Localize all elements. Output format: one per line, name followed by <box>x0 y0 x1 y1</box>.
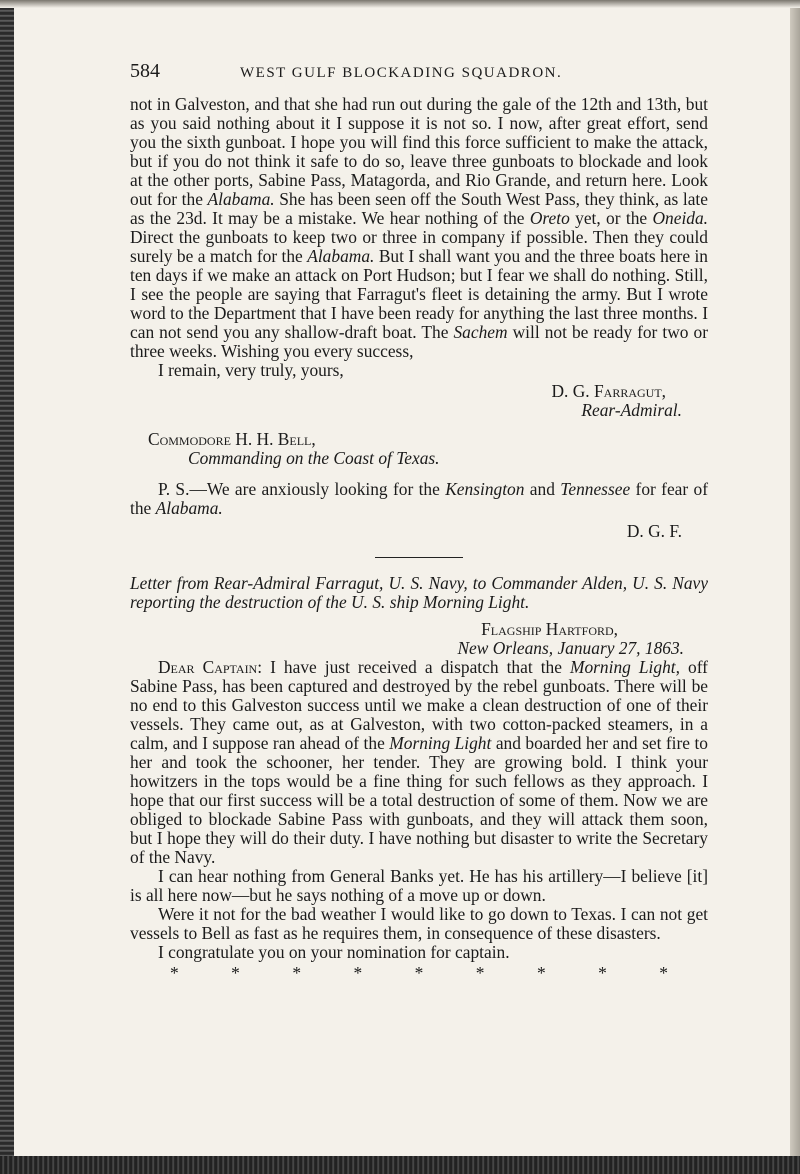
star: * <box>231 963 240 983</box>
ship-name: Morning Light <box>389 733 492 753</box>
letter-date: New Orleans, January 27, 1863. <box>457 638 684 658</box>
text-run: P. S.—We are anxiously looking for the <box>158 479 440 499</box>
signature-name: D. G. Farragut, <box>551 381 666 401</box>
page-number: 584 <box>130 60 160 82</box>
letter2-paragraph-1 <box>130 658 708 867</box>
star: * <box>353 963 363 983</box>
addressee-name: Commodore H. H. Bell, <box>148 429 316 449</box>
document-page <box>130 62 708 983</box>
star: * <box>292 963 302 983</box>
star: * <box>598 963 607 983</box>
text-run: I have just received a dispatch that the <box>270 657 562 677</box>
signature-title: Rear-Admiral. <box>581 400 682 420</box>
addressee-role: Commanding on the Coast of Texas. <box>188 448 440 468</box>
ship-name: Alabama. <box>207 189 275 209</box>
star: * <box>170 963 179 983</box>
text-run: Direct the gunboats to keep two or three in company if possible. Then they could surely be a match for the <box>130 227 708 266</box>
text-run: will not be ready for two or three weeks. Wishing you every success, <box>130 322 708 361</box>
omission-stars <box>130 964 708 983</box>
addressee <box>130 430 708 468</box>
star: * <box>659 963 668 983</box>
scan-border-right <box>790 0 800 1174</box>
running-head: WEST GULF BLOCKADING SQUADRON. <box>240 65 563 81</box>
ship-name: Tennessee <box>560 479 631 499</box>
text-run: for fear of the <box>130 479 709 518</box>
salutation: Dear Captain: <box>158 657 263 677</box>
star: * <box>414 963 424 983</box>
postscript-initials: D. G. F. <box>626 521 682 541</box>
text-run: yet, or the <box>575 208 648 228</box>
scan-border-top <box>0 0 800 8</box>
text-run: not in Galveston, and that she had run out during the gale of the 12th and 13th, but as you said nothing about it I suppose it is not so. I now, after great effort, send you the sixth gunboat. I hope you will find this force sufficient to make the attack, but if you do not think it safe to do so, leave three gunboats to blockade and look at the other ports, Sabine Pass, Matagorda, and Rio Grande, and return here. Look out for the <box>130 94 708 209</box>
page-header <box>130 62 708 83</box>
ship-name: Alabama. <box>155 498 223 518</box>
letter1-body <box>130 95 708 361</box>
text-run: and <box>529 479 555 499</box>
ship-name: Oneida. <box>652 208 709 228</box>
star: * <box>475 963 485 983</box>
ship-name: Morning Light, <box>569 657 680 677</box>
text-run: and boarded her and set fire to her and took the schooner, her tender. They are growing bold. I think your howitzers in the tops would be a fine thing for such fellows as they approach. I hope that our first success will be a total destruction of some of them. Now we are obliged to blockade Sabine Pass with gunboats, and they will attack them soon, but I hope they will do their duty. I have nothing but disaster to write the Secretary of the Navy. <box>130 733 708 867</box>
letter-location: Flagship Hartford, <box>481 619 618 639</box>
text-run: She has been seen off the South West Pass, they think, as late as the 23d. It may be a mistake. We hear nothing of the <box>130 189 708 228</box>
scan-border-bottom <box>0 1156 800 1174</box>
text-run: off Sabine Pass, has been captured and destroyed by the rebel gunboats. There will be no end to this Galveston success until we make a clean destruction of one of their vessels. They came out, as at Galveston, with two cotton-packed steamers, in a calm, and I suppose ran ahead of the <box>130 657 708 753</box>
postscript <box>130 480 708 518</box>
star: * <box>536 963 546 983</box>
ship-name: Sachem <box>453 322 508 342</box>
ship-name: Kensington <box>445 479 525 499</box>
ship-name: Oreto <box>529 208 570 228</box>
ship-name: Alabama. <box>307 246 375 266</box>
closing: I remain, very truly, yours, <box>158 360 344 380</box>
section-divider <box>375 557 463 558</box>
letter2-paragraph-2: I can hear nothing from General Banks yet. He has his artillery—I believe [it] is all here now—but he says nothing of a move up or down. <box>130 866 708 905</box>
scan-border-left <box>0 0 14 1174</box>
letter-title: Letter from Rear-Admiral Farragut, U. S. Navy, to Commander Alden, U. S. Navy reporting the destruction of the U. S. ship Morning Light. <box>130 573 708 612</box>
letter2-paragraph-3: Were it not for the bad weather I would like to go down to Texas. I can not get vessels to Bell as fast as he requires them, in consequence of these disasters. <box>130 904 708 943</box>
letter2-paragraph-4: I congratulate you on your nomination for captain. <box>158 942 510 962</box>
text-run: But I shall want you and the three boats here in ten days if we make an attack on Port Hudson; but I fear we shall do nothing. Still, I see the people are saying that Farragut's fleet is detaining the army. But I wrote word to the Department that I have been ready for anything the last three months. I can not send you any shallow-draft boat. The <box>130 246 708 342</box>
